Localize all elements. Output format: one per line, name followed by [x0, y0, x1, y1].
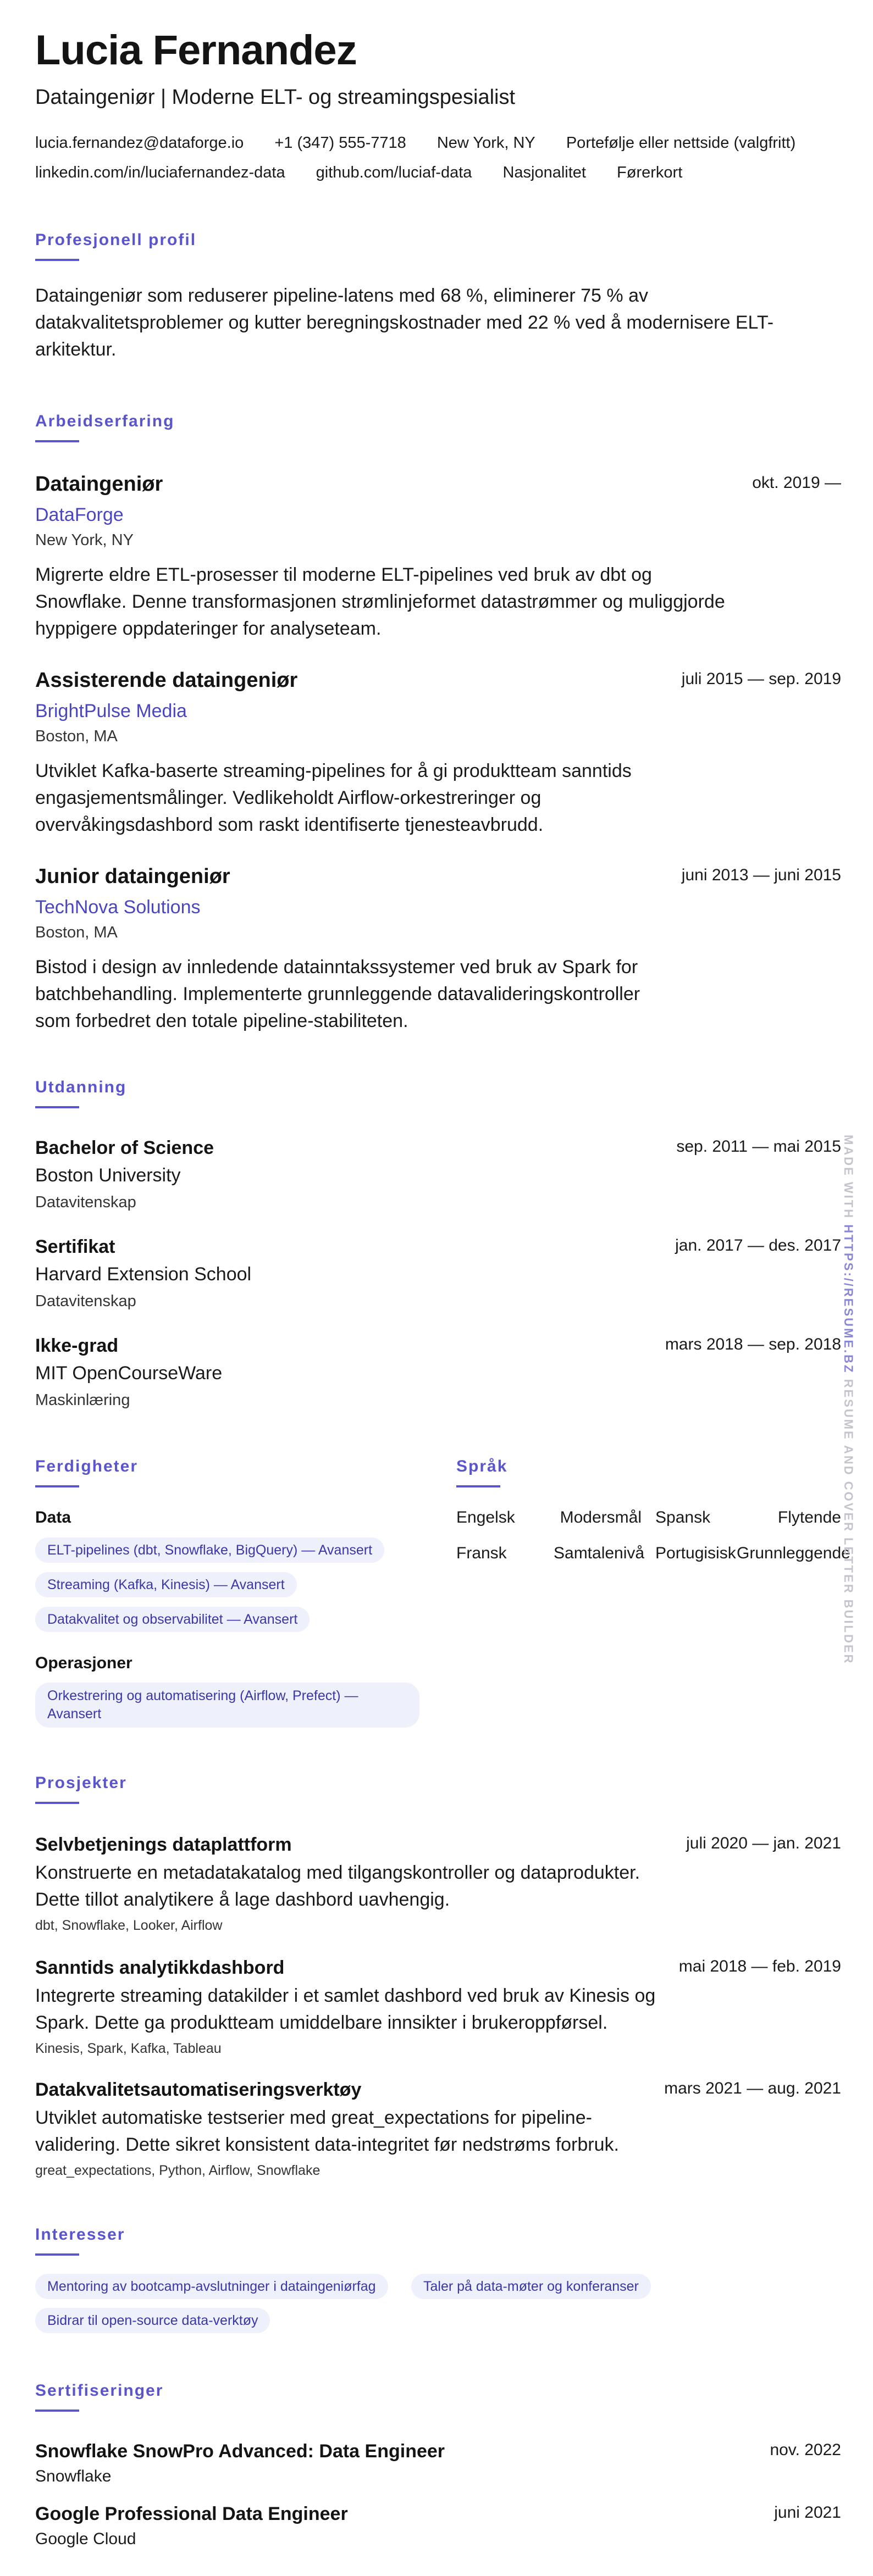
section-title-projects: Prosjekter — [35, 1774, 127, 1792]
language-level: Flytende — [777, 1508, 841, 1526]
edu-institution: Harvard Extension School — [35, 1264, 252, 1285]
edu-institution: Boston University — [35, 1165, 181, 1186]
skill-chip: Datakvalitet og observabilitet — Avansert — [35, 1607, 310, 1632]
job-description: Utviklet Kafka-baserte streaming-pipelines for å gi produktteam sanntids engasjementsmålinger. Vedlikeholdt Airflow-orkestreringer og overvåkingsdashbord som raskt identifiserte tjenesteavbrudd. — [35, 760, 632, 835]
job-company: TechNova Solutions — [35, 897, 201, 918]
job-location: New York, NY — [35, 531, 134, 549]
section-title-languages: Språk — [456, 1457, 508, 1475]
section-rule — [35, 1106, 79, 1108]
job-description: Migrerte eldre ETL-prosesser til moderne ELT-pipelines ved bruk av dbt og Snowflake. Denne transformasjonen strømlinjeformet datastrømmer og muliggjorde hyppigere oppdateringer for analyseteam. — [35, 564, 725, 639]
language-level: Modersmål — [560, 1508, 642, 1526]
section-title-certifications: Sertifiseringer — [35, 2381, 164, 2400]
edu-field: Datavitenskap — [35, 1193, 136, 1211]
edu-field: Datavitenskap — [35, 1292, 136, 1310]
language-name: Spansk — [655, 1508, 711, 1526]
section-rule — [35, 259, 79, 261]
contact-email[interactable]: lucia.fernandez@dataforge.io — [35, 134, 244, 152]
section-title-experience: Arbeidserfaring — [35, 412, 175, 430]
candidate-name: Lucia Fernandez — [35, 27, 357, 74]
edu-institution: MIT OpenCourseWare — [35, 1363, 223, 1384]
cert-name: Snowflake SnowPro Advanced: Data Engineer — [35, 2441, 445, 2462]
edu-date: mars 2018 — sep. 2018 — [665, 1335, 841, 1353]
profile-text: Dataingeniør som reduserer pipeline-latens med 68 %, eliminerer 75 % av datakvalitetsproblemer og kutter beregningskostnader med 22 % ved å modernisere ELT-arkitektur. — [35, 285, 774, 360]
interest-chip: Mentoring av bootcamp-avslutninger i dataingeniørfag — [35, 2274, 388, 2299]
section-rule — [35, 2253, 79, 2256]
project-title: Sanntids analytikkdashbord — [35, 1957, 285, 1978]
skill-group-name: Data — [35, 1508, 71, 1526]
job-description: Bistod i design av innledende datainntakssystemer ved bruk av Spark for batchbehandling. Implementerte grunnleggende datavalideringskontroller som forbedret den totale pipeline-stabiliteten. — [35, 957, 640, 1031]
contact-row-1 — [35, 134, 822, 152]
edu-degree: Bachelor of Science — [35, 1137, 214, 1158]
cert-date: juni 2021 — [774, 2503, 841, 2522]
project-description: Utviklet automatiske testserier med great_expectations for pipeline-validering. Dette sikret konsistent data-integritet før nedstrøms forbruk. — [35, 2107, 619, 2155]
project-date: mars 2021 — aug. 2021 — [664, 2079, 841, 2097]
language-level: Samtalenivå — [554, 1544, 645, 1562]
job-title: Dataingeniør — [35, 473, 163, 496]
language-name: Engelsk — [456, 1508, 515, 1526]
section-rule — [35, 2410, 79, 2412]
job-company: BrightPulse Media — [35, 701, 187, 721]
interest-chip: Bidrar til open-source data-verktøy — [35, 2308, 270, 2333]
section-rule — [35, 1802, 79, 1804]
language-name: Fransk — [456, 1544, 507, 1562]
job-date: juli 2015 — sep. 2019 — [681, 670, 841, 688]
project-tech: Kinesis, Spark, Kafka, Tableau — [35, 2041, 222, 2056]
contact-nationality: Nasjonalitet — [502, 164, 586, 181]
skill-chip: Streaming (Kafka, Kinesis) — Avansert — [35, 1572, 297, 1597]
project-date: juli 2020 — jan. 2021 — [686, 1834, 841, 1852]
project-date: mai 2018 — feb. 2019 — [678, 1957, 841, 1975]
resume-bz-link[interactable]: HTTPS://RESUME.BZ — [842, 1224, 855, 1374]
project-tech: dbt, Snowflake, Looker, Airflow — [35, 1918, 223, 1933]
job-title: Junior dataingeniør — [35, 865, 230, 888]
project-title: Selvbetjenings dataplattform — [35, 1834, 292, 1855]
language-name: Portugisisk — [655, 1544, 736, 1562]
job-location: Boston, MA — [35, 924, 118, 941]
contact-location: New York, NY — [436, 134, 535, 152]
contact-phone[interactable]: +1 (347) 555-7718 — [274, 134, 406, 152]
section-title-education: Utdanning — [35, 1078, 127, 1096]
skill-chip: ELT-pipelines (dbt, Snowflake, BigQuery) — Avansert — [35, 1537, 384, 1563]
project-description: Integrerte streaming datakilder i et samlet dashbord ved bruk av Kinesis og Spark. Dette ga produktteam umiddelbare innsikter i brukeroppførsel. — [35, 1985, 656, 2033]
edu-degree: Ikke-grad — [35, 1335, 119, 1356]
interest-chip: Taler på data-møter og konferanser — [411, 2274, 651, 2299]
edu-date: sep. 2011 — mai 2015 — [676, 1137, 841, 1156]
cert-date: nov. 2022 — [770, 2441, 841, 2459]
project-description: Konstruerte en metadatakatalog med tilgangskontroller og dataprodukter. Dette tillot analytikere å lage dashbord uavhengig. — [35, 1862, 640, 1910]
cert-name: Google Professional Data Engineer — [35, 2503, 348, 2524]
contact-drivers-license: Førerkort — [617, 164, 683, 181]
job-company: DataForge — [35, 504, 124, 525]
skill-group-name: Operasjoner — [35, 1654, 132, 1672]
edu-degree: Sertifikat — [35, 1236, 115, 1257]
skill-chip: Orkestrering og automatisering (Airflow, Prefect) — Avansert — [35, 1683, 419, 1728]
builder-tagline: RESUME AND COVER LETTER BUILDER — [842, 1379, 855, 1665]
section-title-interests: Interesser — [35, 2225, 125, 2244]
made-with-label: MADE WITH — [842, 1135, 855, 1220]
job-title: Assisterende dataingeniør — [35, 669, 298, 692]
cert-org: Google Cloud — [35, 2530, 136, 2548]
edu-field: Maskinlæring — [35, 1391, 130, 1409]
section-rule — [35, 1485, 79, 1487]
contact-github[interactable]: github.com/luciaf-data — [316, 164, 472, 181]
job-date: juni 2013 — juni 2015 — [681, 866, 841, 884]
job-date: okt. 2019 — — [752, 474, 841, 492]
job-location: Boston, MA — [35, 728, 118, 745]
contact-row-2 — [35, 164, 709, 182]
project-title: Datakvalitetsautomatiseringsverktøy — [35, 2079, 362, 2100]
section-title-skills: Ferdigheter — [35, 1457, 139, 1475]
candidate-subtitle: Dataingeniør | Moderne ELT- og streamingspesialist — [35, 86, 516, 109]
made-with-watermark — [841, 1135, 855, 1665]
contact-portfolio[interactable]: Portefølje eller nettside (valgfritt) — [566, 134, 796, 152]
edu-date: jan. 2017 — des. 2017 — [675, 1236, 841, 1254]
language-level: Grunnleggende — [737, 1544, 850, 1562]
cert-org: Snowflake — [35, 2467, 112, 2485]
section-title-profile: Profesjonell profil — [35, 231, 197, 249]
contact-linkedin[interactable]: linkedin.com/in/luciafernandez-data — [35, 164, 285, 181]
section-rule — [35, 440, 79, 442]
project-tech: great_expectations, Python, Airflow, Snowflake — [35, 2163, 321, 2178]
section-rule — [456, 1485, 500, 1487]
